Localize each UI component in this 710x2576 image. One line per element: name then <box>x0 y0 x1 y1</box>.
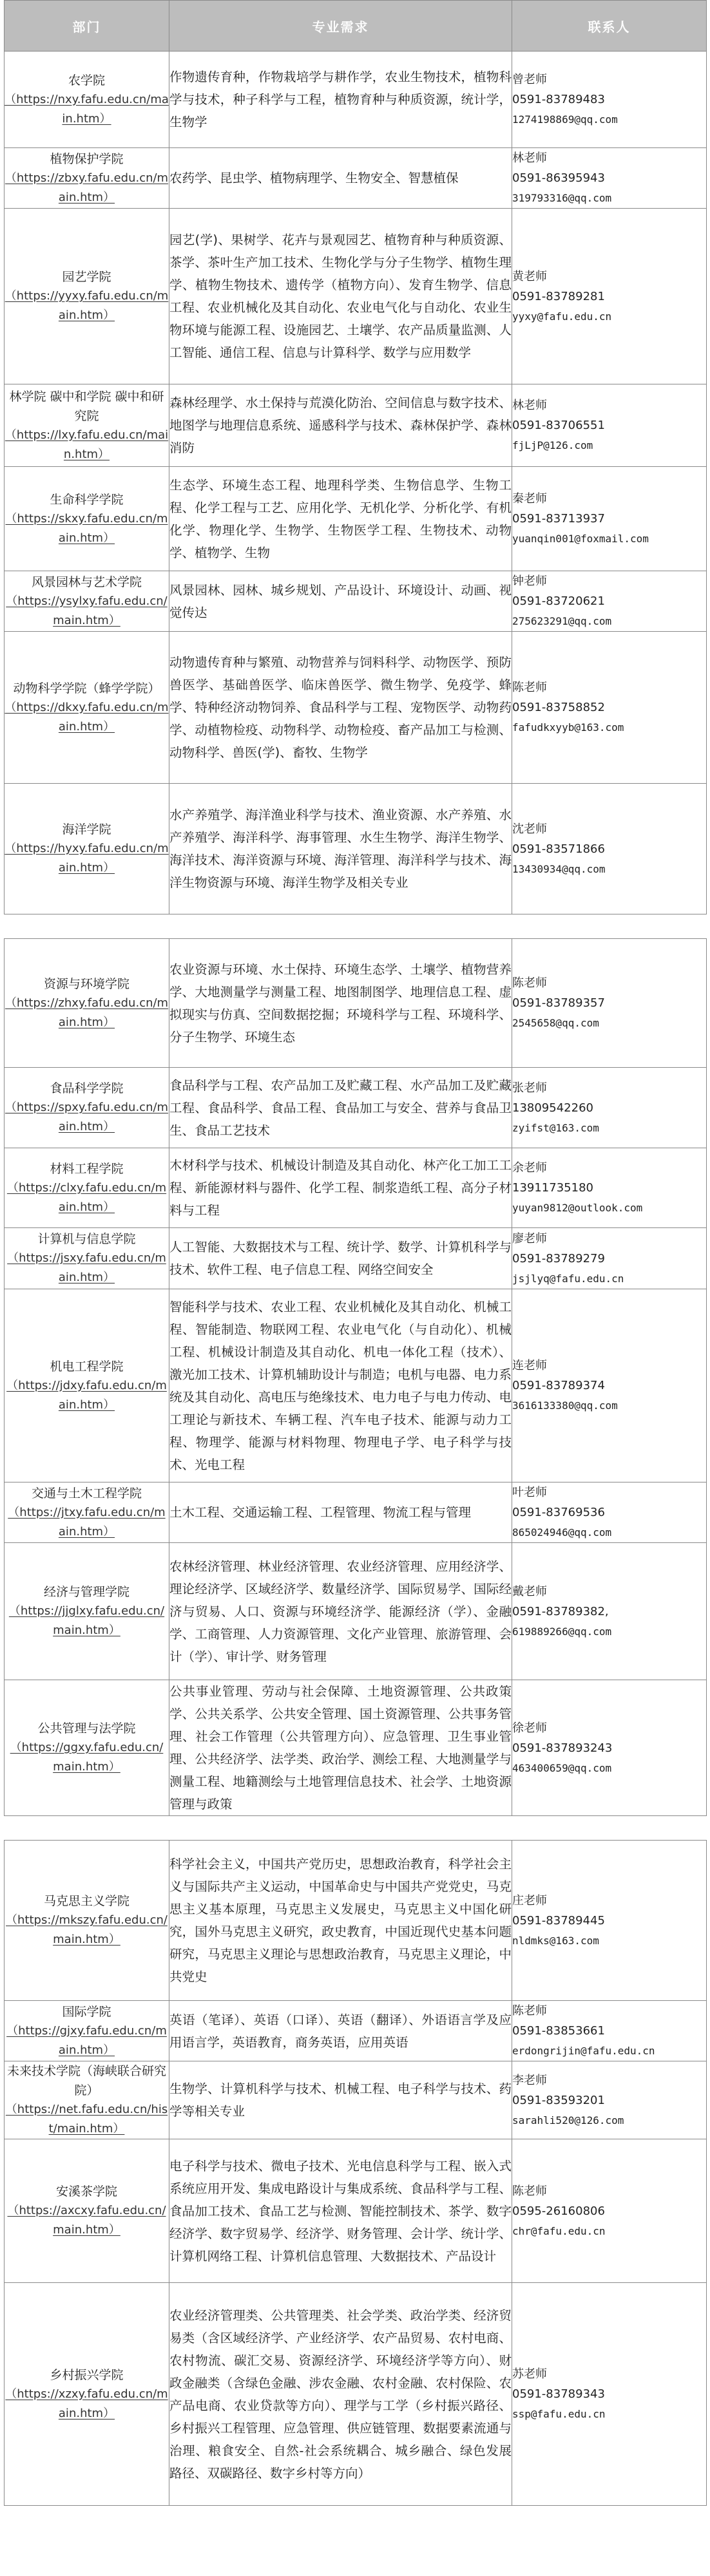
requirements-cell: 生物学、计算机科学与技术、机械工程、电子科学与技术、药学等相关专业 <box>169 2061 512 2139</box>
dept-cell <box>5 1228 169 1289</box>
contact-phone: 0591-83706551 <box>512 419 605 432</box>
dept-name: 材料工程学院 <box>50 1161 124 1176</box>
table-row <box>5 571 707 632</box>
contact-cell <box>512 1148 707 1228</box>
contact-phone: 13911735180 <box>512 1181 593 1195</box>
contact-email: 619889266@qq.com <box>512 1625 612 1638</box>
table-row <box>5 384 707 467</box>
dept-url-link[interactable]: （https://jsxy.fafu.edu.cn/main.htm） <box>7 1251 166 1284</box>
contact-cell <box>512 632 707 784</box>
contact-person: 戴老师 <box>512 1584 547 1598</box>
table-row <box>5 1680 707 1816</box>
requirements-cell: 人工智能、大数据技术与工程、统计学、数学、计算机科学与技术、软件工程、电子信息工程、网络空间安全 <box>169 1228 512 1289</box>
contact-person: 曾老师 <box>512 73 547 86</box>
dept-cell <box>5 2001 169 2061</box>
dept-cell <box>5 52 169 148</box>
contact-phone: 0591-83853661 <box>512 2024 605 2038</box>
section-gap <box>5 1816 707 1841</box>
dept-url-link[interactable]: （https://hyxy.fafu.edu.cn/main.htm） <box>5 842 169 875</box>
dept-url-link[interactable]: （https://net.fafu.edu.cn/hist/main.htm） <box>5 2103 168 2136</box>
table-row <box>5 2061 707 2139</box>
table-row <box>5 52 707 148</box>
requirements-cell: 木材科学与技术、机械设计制造及其自动化、林产化工加工工程、新能源材料与器件、化学工程、制浆造纸工程、高分子材料与工程 <box>169 1148 512 1228</box>
dept-cell <box>5 632 169 784</box>
table-row <box>5 1148 707 1228</box>
dept-name: 林学院 碳中和学院 碳中和研究院 <box>9 389 164 423</box>
contact-email: 463400659@qq.com <box>512 1761 612 1774</box>
dept-url-link[interactable]: （https://clxy.fafu.edu.cn/main.htm） <box>6 1180 167 1214</box>
contact-phone: 0591-83769536 <box>512 1506 605 1519</box>
contact-cell <box>512 571 707 632</box>
contact-email: yuyan9812@outlook.com <box>512 1202 643 1214</box>
table-row <box>5 2001 707 2061</box>
requirements-cell: 电子科学与技术、微电子技术、光电信息科学与工程、嵌入式系统应用开发、集成电路设计与集成系统、食品科学与工程、食品加工技术、食品工艺与检测、智能控制技术、茶学、数字经济学、数字贸易学、经济学、财务管理、会计学、统计学、计算机网络工程、计算机信息管理、大数据技术、产品设计 <box>169 2139 512 2283</box>
contact-email: 275623291@qq.com <box>512 615 612 627</box>
contact-phone: 0591-83713937 <box>512 512 605 526</box>
contact-person: 李老师 <box>512 2073 547 2087</box>
table-row <box>5 1228 707 1289</box>
contact-person: 陈老师 <box>512 2004 547 2018</box>
section-gap <box>5 914 707 939</box>
table-row <box>5 2139 707 2283</box>
dept-url-link[interactable]: （https://zbxy.fafu.edu.cn/main.htm） <box>5 171 169 204</box>
contact-email: erdongrijin@fafu.edu.cn <box>512 2045 655 2057</box>
contact-phone: 0591-83720621 <box>512 594 605 608</box>
contact-phone: 0591-83758852 <box>512 701 605 714</box>
dept-cell <box>5 1543 169 1680</box>
contact-email: fjLjP@126.com <box>512 439 593 451</box>
contact-cell <box>512 1068 707 1148</box>
contact-email: zyifst@163.com <box>512 1121 599 1134</box>
dept-cell <box>5 571 169 632</box>
contact-person: 庄老师 <box>512 1893 547 1908</box>
dept-cell <box>5 2061 169 2139</box>
contact-cell <box>512 148 707 209</box>
requirements-cell: 食品科学与工程、农产品加工及贮藏工程、水产品加工及贮藏工程、食品科学、食品工程、食品加工与安全、营养与食品卫生、食品工艺技术 <box>169 1068 512 1148</box>
contact-cell <box>512 52 707 148</box>
section-gap-cell <box>5 914 707 939</box>
contact-phone: 0591-837893243 <box>512 1741 613 1755</box>
table-row <box>5 148 707 209</box>
requirements-cell: 作物遗传育种，作物栽培学与耕作学，农业生物技术，植物科学与技术，种子科学与工程，植物育种与种质资源，统计学，生物学 <box>169 52 512 148</box>
dept-name: 经济与管理学院 <box>43 1585 130 1599</box>
contact-cell <box>512 467 707 571</box>
requirements-cell: 科学社会主义，中国共产党历史，思想政治教育，科学社会主义与国际共产主义运动，中国革命史与中国共产党党史，马克思主义基本原理，马克思主义发展史，马克思主义中国化研究，国外马克思主义研究，政史教育，中国近现代史基本问题研究，马克思主义理论与思想政治教育，马克思主义理论，中共党史 <box>169 1841 512 2001</box>
section-gap-cell <box>5 1816 707 1841</box>
dept-url-link[interactable]: （https://jtxy.fafu.edu.cn/main.htm） <box>8 1505 166 1539</box>
table-header-row <box>5 1 707 52</box>
contact-phone: 0591-83789374 <box>512 1379 605 1392</box>
contact-cell <box>512 2001 707 2061</box>
contact-person: 余老师 <box>512 1161 547 1175</box>
contact-person: 秦老师 <box>512 492 547 506</box>
contact-email: yuanqin001@foxmail.com <box>512 533 649 545</box>
contact-person: 苏老师 <box>512 2367 547 2381</box>
requirements-cell: 农药学、昆虫学、植物病理学、生物安全、智慧植保 <box>169 148 512 209</box>
contact-email: nldmks@163.com <box>512 1934 599 1947</box>
dept-url-link[interactable]: （https://mkszy.fafu.edu.cn/main.htm） <box>6 1913 168 1946</box>
dept-name: 农学院 <box>68 73 105 88</box>
contact-email: 319793316@qq.com <box>512 192 612 204</box>
requirements-cell: 英语（笔译）、英语（口译）、英语（翻译）、外语语言学及应用语言学，英语教育，商务英语，应用英语 <box>169 2001 512 2061</box>
dept-cell <box>5 1068 169 1148</box>
dept-cell <box>5 384 169 467</box>
requirements-cell: 风景园林、园林、城乡规划、产品设计、环境设计、动画、视觉传达 <box>169 571 512 632</box>
table-row <box>5 939 707 1068</box>
contact-phone: 13809542260 <box>512 1101 593 1115</box>
dept-cell <box>5 1289 169 1482</box>
contact-email: sarahli520@126.com <box>512 2114 624 2126</box>
dept-url-link[interactable]: （https://spxy.fafu.edu.cn/main.htm） <box>5 1101 169 1133</box>
requirements-cell: 水产养殖学、海洋渔业科学与技术、渔业资源、水产养殖、水产养殖学、海洋科学、海事管理、水生生物学、海洋生物学、海洋技术、海洋资源与环境、海洋管理、海洋科学与技术、海洋生物资源与环境、海洋生物学及相关专业 <box>169 784 512 914</box>
dept-url-link[interactable]: （https://ggxy.fafu.edu.cn/main.htm） <box>10 1741 164 1774</box>
recruitment-table <box>4 0 707 2506</box>
contact-cell <box>512 2061 707 2139</box>
dept-url-link[interactable]: （https://jjglxy.fafu.edu.cn/main.htm） <box>8 1604 165 1637</box>
contact-cell <box>512 2139 707 2283</box>
dept-name: 风景园林与艺术学院 <box>31 574 142 589</box>
dept-cell <box>5 2283 169 2506</box>
dept-name: 马克思主义学院 <box>43 1894 130 1908</box>
requirements-cell: 动物遗传育种与繁殖、动物营养与饲料科学、动物医学、预防兽医学、基础兽医学、临床兽医学、微生物学、免疫学、蜂学、特种经济动物饲养、食品科学与工程、宠物医学、动物药学、动植物检疫、动物科学、动物检疫、畜产品加工与检测、动物科学、兽医(学)、畜牧、生物学 <box>169 632 512 784</box>
contact-person: 廖老师 <box>512 1231 547 1245</box>
contact-cell <box>512 1482 707 1543</box>
recruitment-table-container <box>4 0 706 2506</box>
contact-person: 林老师 <box>512 151 547 165</box>
contact-email: jsjlyq@fafu.edu.cn <box>512 1272 624 1285</box>
contact-email: chr@fafu.edu.cn <box>512 2224 606 2237</box>
contact-cell <box>512 209 707 384</box>
contact-person: 陈老师 <box>512 681 547 694</box>
contact-phone: 0591-83789357 <box>512 996 605 1010</box>
dept-cell <box>5 784 169 914</box>
contact-phone: 0591-83789483 <box>512 93 605 106</box>
table-row <box>5 784 707 914</box>
contact-cell <box>512 784 707 914</box>
dept-cell <box>5 2139 169 2283</box>
header-dept: 部门 <box>5 1 169 52</box>
table-row <box>5 1841 707 2001</box>
contact-person: 陈老师 <box>512 2184 547 2198</box>
requirements-cell: 农业资源与环境、水土保持、环境生态学、土壤学、植物营养学、大地测量学与测量工程、地图制图学、地理信息工程、虚拟现实与仿真、空间数据挖掘；环境科学与工程、环境科学、分子生物学、环境生态 <box>169 939 512 1068</box>
contact-cell <box>512 1841 707 2001</box>
dept-name: 国际学院 <box>62 2004 111 2019</box>
contact-phone: 0591-83789445 <box>512 1913 605 1927</box>
contact-email: 13430934@qq.com <box>512 862 606 875</box>
contact-phone: 0591-83789279 <box>512 1251 605 1265</box>
contact-phone: 0591-83593201 <box>512 2093 605 2107</box>
contact-email: 865024946@qq.com <box>512 1526 612 1539</box>
table-row <box>5 467 707 571</box>
contact-phone: 0591-83789382, <box>512 1604 609 1618</box>
dept-url-link[interactable]: （https://yyxy.fafu.edu.cn/main.htm） <box>5 289 169 322</box>
requirements-cell: 生态学、环境生态工程、地理科学类、生物信息学、生物工程、化学工程与工艺、应用化学、无机化学、分析化学、有机化学、物理化学、生物学、生物医学工程、生物技术、动物学、植物学、生物 <box>169 467 512 571</box>
dept-cell <box>5 1680 169 1816</box>
contact-person: 陈老师 <box>512 976 547 990</box>
table-row <box>5 1068 707 1148</box>
dept-url-link[interactable]: （https://nxy.fafu.edu.cn/main.htm） <box>5 92 169 126</box>
dept-url-link[interactable]: （https://ysylxy.fafu.edu.cn/main.htm） <box>6 594 168 627</box>
dept-name: 公共管理与法学院 <box>37 1721 136 1736</box>
requirements-cell: 园艺(学)、果树学、花卉与景观园艺、植物育种与种质资源、茶学、茶叶生产加工技术、生物化学与分子生物学、植物生理学、植物生物技术、遗传学（植物方向）、发育生物学、信息工程、农业机械化及其自动化、农业电气化与自动化、农业生物环境与能源工程、设施园艺、土壤学、农产品质量监测、人工智能、通信工程、信息与计算科学、数学与应用数学 <box>169 209 512 384</box>
requirements-cell: 农业经济管理类、公共管理类、社会学类、政治学类、经济贸易类（含区域经济学、产业经济学、农产品贸易、农村电商、农村物流、碳汇交易、资源经济学、环境经济学等方向）、财政金融类（含绿色金融、涉农金融、农村金融、农村保险、农产品电商、农业贷款等方向）、理学与工学（乡村振兴路径、乡村振兴工程管理、应急管理、供应链管理、数据要素流通与治理、粮食安全、自然-社会系统耦合、城乡融合、绿色发展路径、双碳路径、数字乡村等方向） <box>169 2283 512 2506</box>
dept-name: 动物科学学院（蜂学学院） <box>13 681 160 696</box>
requirements-cell: 森林经理学、水土保持与荒漠化防治、空间信息与数字技术、地图学与地理信息系统、遥感科学与技术、森林保护学、森林消防 <box>169 384 512 467</box>
contact-phone: 0595-26160806 <box>512 2204 605 2218</box>
contact-person: 连老师 <box>512 1359 547 1372</box>
dept-url-link[interactable]: （https://axcxy.fafu.edu.cn/main.htm） <box>7 2204 166 2237</box>
contact-email: ssp@fafu.edu.cn <box>512 2408 606 2420</box>
header-contact: 联系人 <box>512 1 707 52</box>
contact-email: 3616133380@qq.com <box>512 1399 618 1412</box>
dept-cell <box>5 1841 169 2001</box>
contact-email: 2545658@qq.com <box>512 1017 599 1029</box>
dept-url-link[interactable]: （https://lxy.fafu.edu.cn/main.htm） <box>5 428 169 461</box>
requirements-cell: 公共事业管理、劳动与社会保障、土地资源管理、公共政策学、公共关系学、公共安全管理、国土资源管理、公共事务管理、社会工作管理（公共管理方向）、应急管理、卫生事业管理、公共经济学、法学类、政治学、测绘工程、大地测量学与测量工程、地籍测绘与土地管理信息技术、社会学、土地资源管理与政策 <box>169 1680 512 1816</box>
requirements-cell: 农林经济管理、林业经济管理、农业经济管理、应用经济学、理论经济学、区域经济学、数量经济学、国际贸易学、国际经济与贸易、人口、资源与环境经济学、能源经济（学）、金融学、工商管理、人力资源管理、文化产业管理、旅游管理、会计（学）、审计学、财务管理 <box>169 1543 512 1680</box>
dept-name: 机电工程学院 <box>50 1359 124 1374</box>
dept-name: 园艺学院 <box>62 270 111 284</box>
contact-email: 1274198869@qq.com <box>512 113 618 126</box>
dept-cell <box>5 209 169 384</box>
dept-cell <box>5 467 169 571</box>
contact-cell <box>512 939 707 1068</box>
dept-url-link[interactable]: （https://zhxy.fafu.edu.cn/main.htm） <box>5 996 169 1029</box>
dept-url-link[interactable]: （https://gjxy.fafu.edu.cn/main.htm） <box>6 2023 167 2057</box>
table-row <box>5 209 707 384</box>
contact-cell <box>512 1680 707 1816</box>
contact-person: 徐老师 <box>512 1721 547 1735</box>
contact-email: yyxy@fafu.edu.cn <box>512 310 612 323</box>
contact-phone: 0591-86395943 <box>512 171 605 185</box>
dept-name: 食品科学学院 <box>50 1081 124 1095</box>
table-row <box>5 1289 707 1482</box>
table-body <box>5 52 707 2506</box>
contact-phone: 0591-83789281 <box>512 289 605 303</box>
dept-name: 资源与环境学院 <box>43 976 130 991</box>
dept-url-link[interactable]: （https://xzxy.fafu.edu.cn/main.htm） <box>5 2387 168 2420</box>
dept-name: 安溪茶学院 <box>55 2184 117 2199</box>
header-requirements: 专业需求 <box>169 1 512 52</box>
dept-cell <box>5 1148 169 1228</box>
dept-cell <box>5 148 169 209</box>
dept-cell <box>5 939 169 1068</box>
contact-phone: 0591-83789343 <box>512 2387 605 2401</box>
contact-person: 黄老师 <box>512 269 547 283</box>
dept-url-link[interactable]: （https://jdxy.fafu.edu.cn/main.htm） <box>6 1378 167 1412</box>
dept-name: 乡村振兴学院 <box>50 2367 124 2382</box>
dept-name: 交通与土木工程学院 <box>31 1486 142 1501</box>
contact-person: 林老师 <box>512 399 547 412</box>
contact-person: 钟老师 <box>512 574 547 588</box>
contact-person: 沈老师 <box>512 822 547 836</box>
contact-phone: 0591-83571866 <box>512 842 605 856</box>
dept-name: 计算机与信息学院 <box>37 1232 136 1246</box>
contact-cell <box>512 1289 707 1482</box>
contact-cell <box>512 1228 707 1289</box>
dept-name: 海洋学院 <box>62 822 111 837</box>
contact-person: 叶老师 <box>512 1486 547 1499</box>
table-row <box>5 632 707 784</box>
contact-cell <box>512 2283 707 2506</box>
dept-name: 植物保护学院 <box>50 151 124 166</box>
requirements-cell: 土木工程、交通运输工程、工程管理、物流工程与管理 <box>169 1482 512 1543</box>
dept-cell <box>5 1482 169 1543</box>
dept-name: 未来技术学院（海峡联合研究院） <box>6 2064 166 2098</box>
table-row <box>5 1482 707 1543</box>
contact-cell <box>512 384 707 467</box>
contact-cell <box>512 1543 707 1680</box>
requirements-cell: 智能科学与技术、农业工程、农业机械化及其自动化、机械工程、智能制造、物联网工程、农业电气化（与自动化）、机械工程、机械设计制造及其自动化、机电一体化工程（技术）、激光加工技术、计算机辅助设计与制造；电机与电器、电力系统及其自动化、高电压与绝缘技术、电力电子与电力传动、电工理论与新技术、车辆工程、汽车电子技术、能源与动力工程、物理学、能源与材料物理、物理电子学、电子科学与技术、光电工程 <box>169 1289 512 1482</box>
contact-person: 张老师 <box>512 1081 547 1095</box>
dept-name: 生命科学学院 <box>50 492 124 507</box>
dept-url-link[interactable]: （https://dkxy.fafu.edu.cn/main.htm） <box>5 700 169 734</box>
table-row <box>5 1543 707 1680</box>
table-row <box>5 2283 707 2506</box>
dept-url-link[interactable]: （https://skxy.fafu.edu.cn/main.htm） <box>5 511 168 545</box>
contact-email: fafudkxyyb@163.com <box>512 721 624 734</box>
